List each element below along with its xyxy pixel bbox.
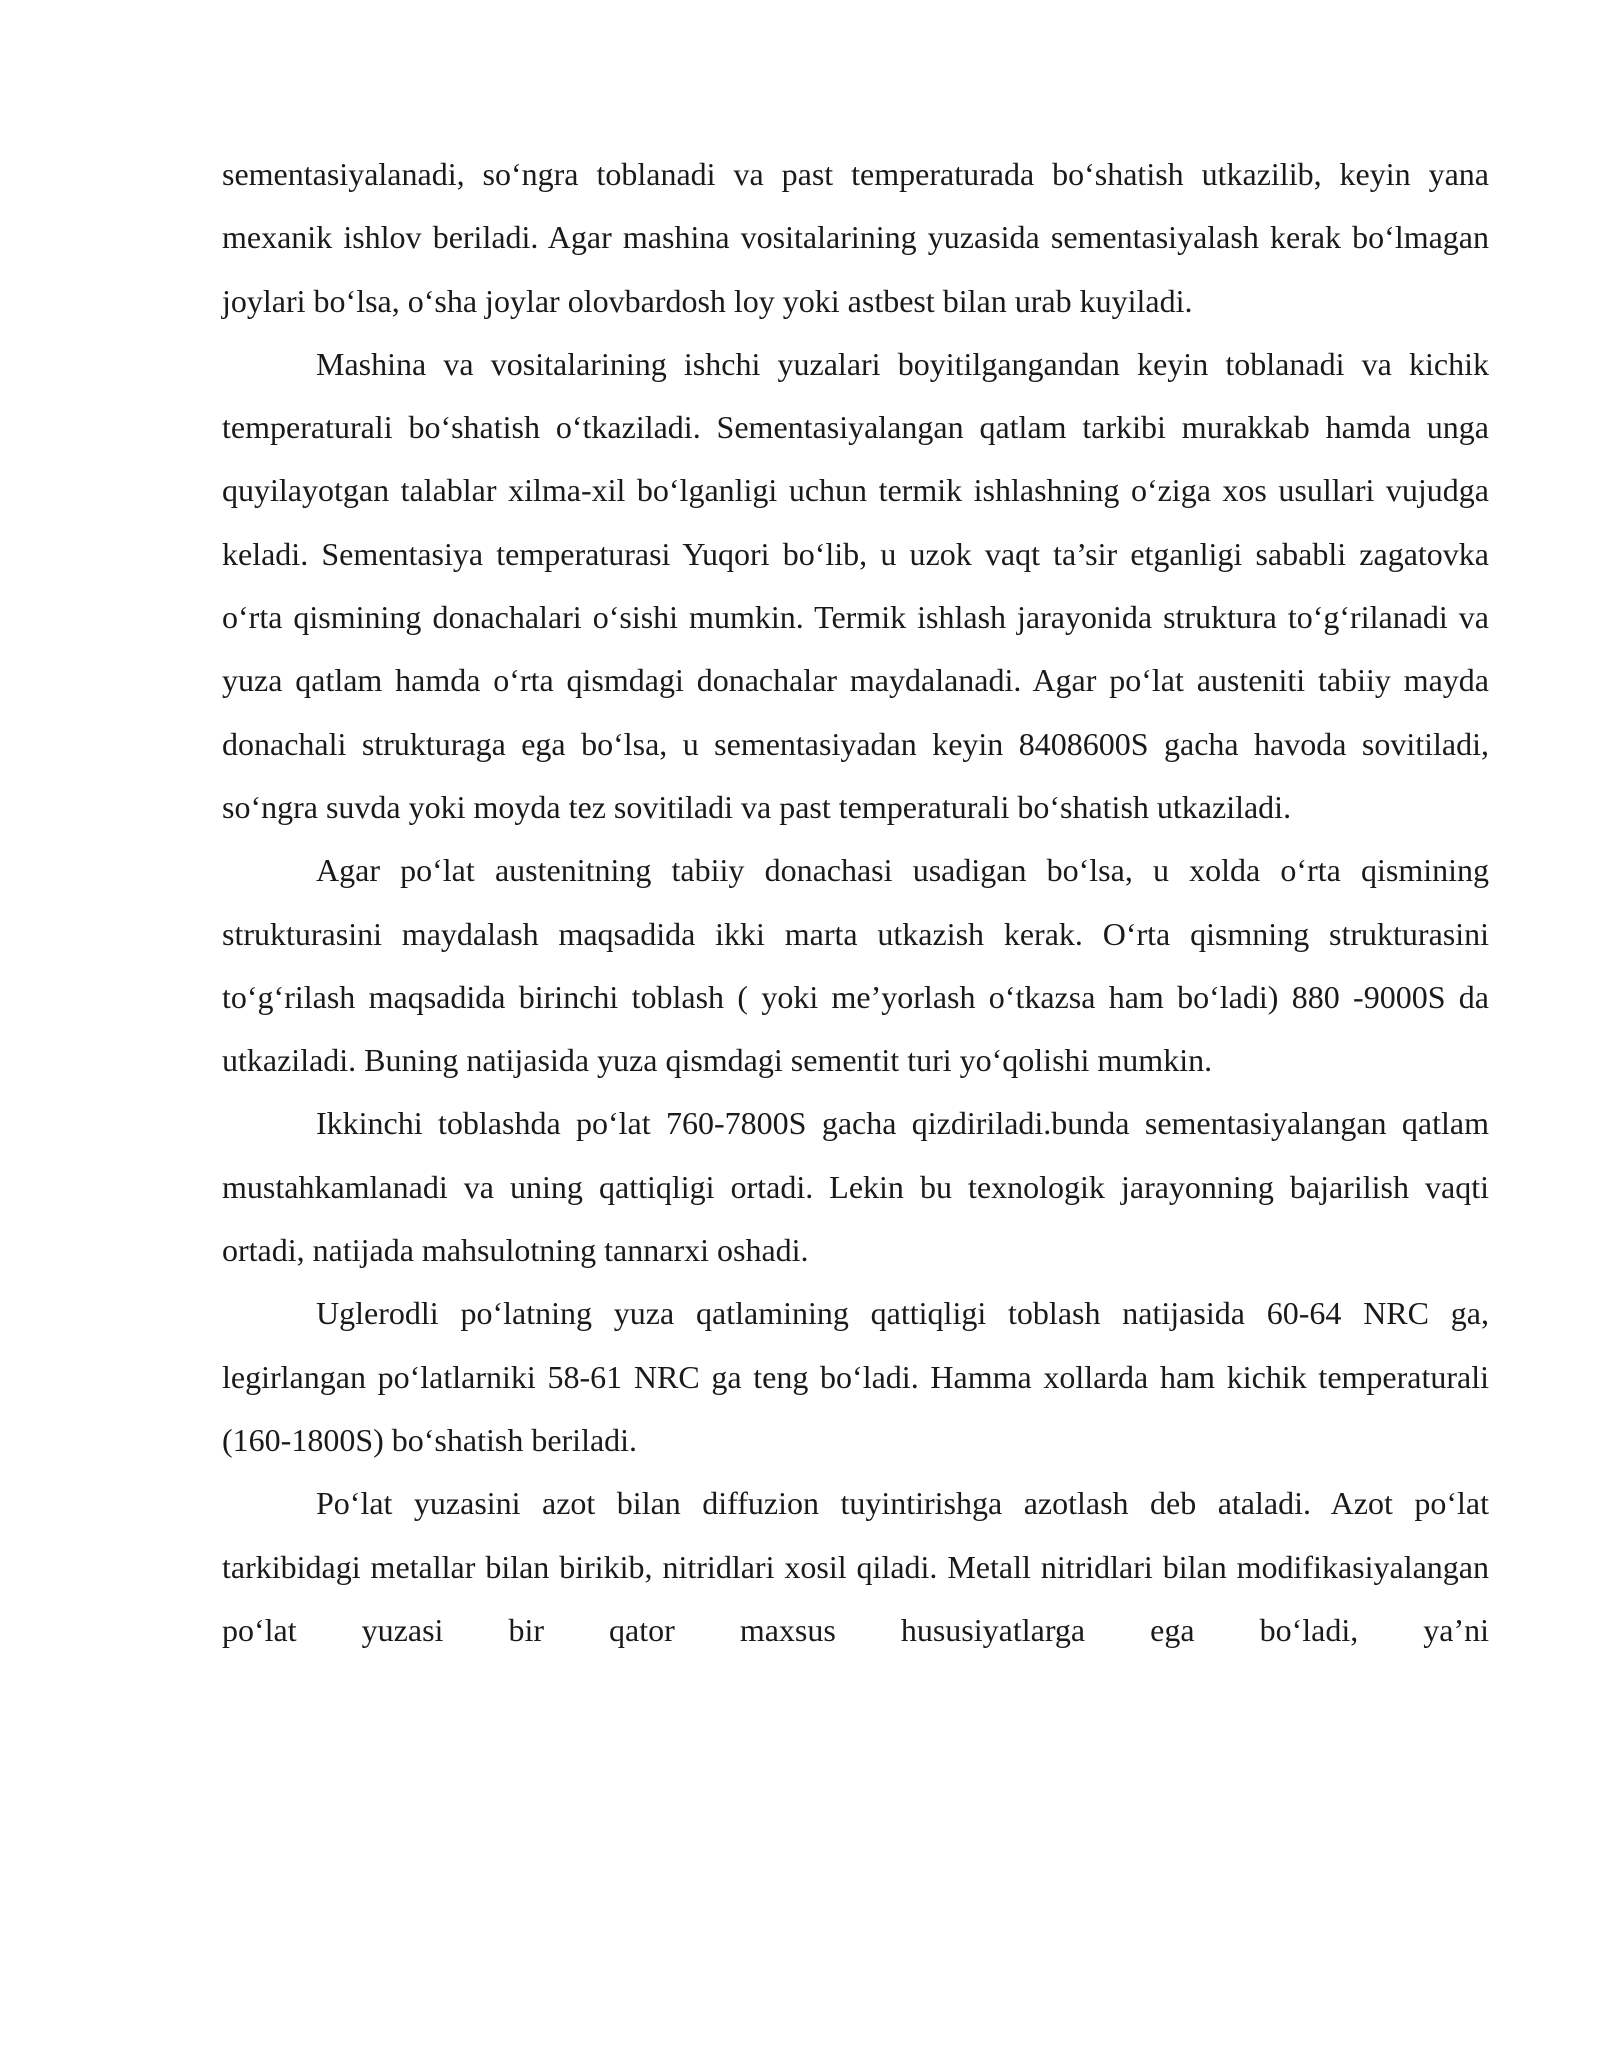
paragraph-4: Ikkinchi toblashda po‘lat 760-7800S gacha qizdiriladi.bunda sementasiyalangan qatlam mustahkamlanadi va uning qattiqligi ortadi. Lekin bu texnologik jarayonning bajarilish vaqti ortadi, natijada mahsulotning tannarxi oshadi. xyxy=(222,1105,1489,1269)
paragraph-1: sementasiyalanadi, so‘ngra toblanadi va past temperaturada bo‘shatish utkazilib, keyin yana mexanik ishlov beriladi. Agar mashina vositalarining yuzasida sementasiyalash kerak bo‘lmagan joylari bo‘lsa, o‘sha joylar olovbardosh loy yoki astbest bilan urab kuyiladi. xyxy=(222,156,1489,319)
paragraph-2: Mashina va vositalarining ishchi yuzalari boyitilgangandan keyin toblanadi va kichik temperaturali bo‘shatish o‘tkaziladi. Sementasiyalangan qatlam tarkibi murakkab hamda unga quyilayotgan talablar xilma-xil bo‘lganligi uchun termik ishlashning o‘ziga xos usullari vujudga keladi. Sementasiya temperaturasi Yuqori bo‘lib, u uzok vaqt ta’sir etganligi sababli zagatovka o‘rta qismining donachalari o‘sishi mumkin. Termik ishlash jarayonida struktura to‘g‘rilanadi va yuza qatlam hamda o‘rta qismdagi donachalar maydalanadi. Agar po‘lat austeniti tabiiy mayda donachali strukturaga ega bo‘lsa, u sementasiyadan keyin 8408600S gacha havoda sovitiladi, so‘ngra suvda yoki moyda tez sovitiladi va past temperaturali bo‘shatish utkaziladi. xyxy=(222,345,1489,825)
paragraph-3: Agar po‘lat austenitning tabiiy donachasi usadigan bo‘lsa, u xolda o‘rta qismining strukturasini maydalash maqsadida ikki marta utkazish kerak. O‘rta qismning strukturasini to‘g‘rilash maqsadida birinchi toblash ( yoki me’yorlash o‘tkazsa ham bo‘ladi) 880 -9000S da utkaziladi. Buning natijasida yuza qismdagi sementit turi yo‘qolishi mumkin. xyxy=(222,852,1489,1079)
paragraph-6: Po‘lat yuzasini azot bilan diffuzion tuyintirishga azotlash deb ataladi. Azot po‘lat tarkibidagi metallar bilan birikib, nitridlari xosil qiladi. Metall nitridlari bilan modifikasiyalangan po‘lat yuzasi bir qator maxsus hususiyatlarga ega bo‘ladi, ya’ni xyxy=(222,1485,1489,1648)
paragraph-5: Uglerodli po‘latning yuza qatlamining qattiqligi toblash natijasida 60-64 NRC ga, legirlangan po‘latlarniki 58-61 NRC ga teng bo‘ladi. Hamma xollarda ham kichik temperaturali (160-1800S) bo‘shatish beriladi. xyxy=(222,1295,1489,1458)
document-body xyxy=(222,143,1489,1662)
